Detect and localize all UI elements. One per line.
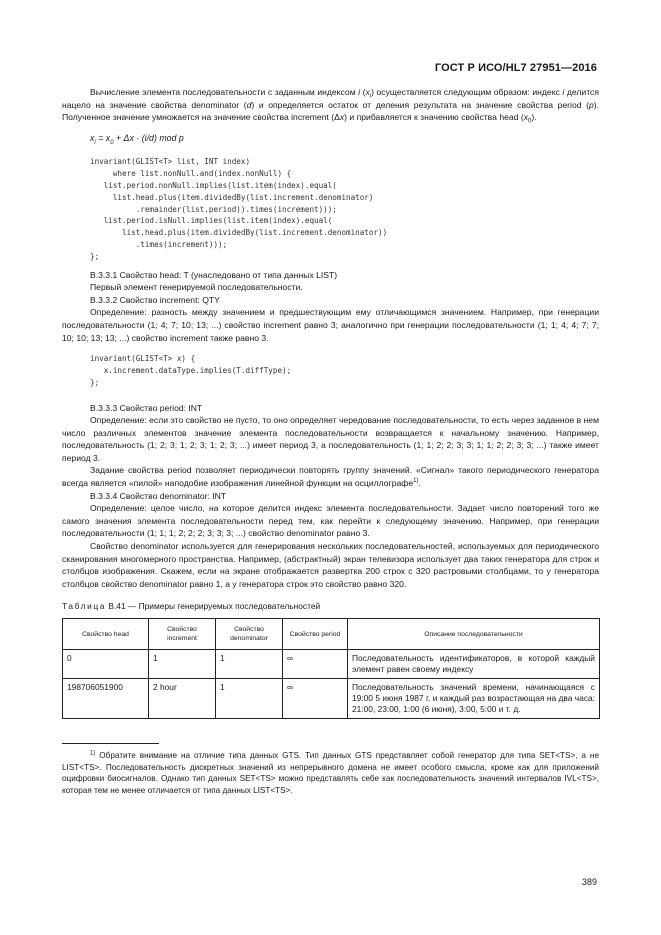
table-header-row bbox=[63, 619, 600, 650]
sequences-table bbox=[62, 618, 600, 719]
table-cell: 1 bbox=[216, 650, 283, 679]
section-b333-title: В.3.3.3 Свойство period: INT bbox=[90, 402, 203, 413]
table-cell: 0 bbox=[63, 650, 149, 679]
table-cell: 1 bbox=[149, 650, 216, 679]
header-cell: Свойство denominator bbox=[216, 619, 283, 650]
section-b334-title: В.3.3.4 Свойство denominator: INT bbox=[90, 490, 227, 501]
table-cell: Последовательность значений времени, начинающаяся с 19:00 5 июня 1987 г. и каждый раз возрастающая на два часа: 21:00, 23:00, 1:00 (6 июня), 3:00, 5:00 и т. д. bbox=[348, 679, 600, 719]
table-cell: Последовательность идентификаторов, в которой каждый элемент равен своему индексу bbox=[348, 650, 600, 679]
table-cell: 198706051900 bbox=[63, 679, 149, 719]
header-cell: Свойство head bbox=[63, 619, 149, 650]
section-b332-text: Определение: разность между значением и предшествующим ему отличающимся значением. Например, при генерации последовательности (1; 4; 7; 10; 13; ...) свойство increment равно 3; аналогично при генерации последовательности (1; 1; 4; 4; 7; 7; 10; 10; 13; 13; ...) свойство increment также равно 3. bbox=[62, 307, 599, 343]
table-row bbox=[63, 650, 600, 679]
intro-paragraph: Вычисление элемента последовательности с заданным индексом i $(x_i)$ осуществляется следующим образом: индекс i делится нацело на значение свойства denominator (d) и определяется остаток от деления результата на значение свойства period (p). Полученное значение умножается на значение свойства increment (Δx) и прибавляется к значению свойства head $(x_0)$. bbox=[62, 87, 599, 125]
page-body bbox=[62, 86, 599, 796]
header-cell: Описание последовательности bbox=[348, 619, 600, 650]
table-cell: ∞ bbox=[283, 650, 348, 679]
section-b334-text2: Свойство denominator используется для генерирования нескольких последовательностей, используемых для периодического сканирования многомерного пространства. Например, (абстрактный) экран телевизора использует два таких генератора для строк и столбцов изображения. Скажем, если на экране отображается развертка 200 строк с 320 растровыми столбцами, то у генератора столбцов свойство denominator равно 1, а у генератора строк это свойство равно 320. bbox=[62, 541, 599, 589]
standard-header: ГОСТ Р ИСО/HL7 27951—2016 bbox=[434, 62, 597, 74]
table-row bbox=[63, 679, 600, 719]
section-b334-text: Определение: целое число, на которое делится индекс элемента последовательности. Задает число повторений того же самого значения элемента последовательности перед тем, как перейти к следующему значению. Например, при генерации последовательности (1; 1; 1; 2; 2; 2; 3; 3; 3; ...) свойство denominator равно 3. bbox=[62, 503, 599, 539]
section-b333-text: Определение: если это свойство не пусто, то оно определяет чередование последовательности, то есть через заданное в нем число различных элементов значение элемента последовательности возвращается к начальному значению. Например, последовательность (1; 2; 3; 1; 2; 3; 1; 2; 3; ...) имеет период 3, а последовательность (1; 1; 2; 2; 3; 3; 1; 1; 2; 2; 3; 3; ...) также имеет период 3. bbox=[62, 415, 599, 463]
page-number: 389 bbox=[581, 877, 597, 887]
code-block-invariant-increment: invariant(GLIST<T> x) { x.increment.dataType.implies(T.diffType); }; bbox=[90, 354, 292, 387]
section-b331-text: Первый элемент генерируемой последовательности. bbox=[90, 282, 303, 293]
table-caption: Таблица В.41 — Примеры генерируемых последовательностей bbox=[62, 601, 321, 612]
footnote: $^{1)}$ Обратите внимание на отличие типа данных GTS. Тип данных GTS представляет собой генератор для типа SET<TS>, а не LIST<TS>. Последовательность дискретных значений из непрерывного домена не имеет особого смысла, кроме как для приложений оцифровки биосигналов. Однако тип данных SET<TS> можно представлять себе как последовательность значений интервалов IVL<TS>, которая тем не менее отличается от типа данных LIST<TS>. bbox=[62, 750, 599, 795]
section-b331-title: В.3.3.1 Свойство head: T (унаследовано от типа данных LIST) bbox=[90, 269, 338, 280]
code-block-invariant-item: invariant(GLIST<T> list, INT index) where list.nonNull.and(index.nonNull) { list.period.nonNull.implies(list.item(index).equal( list.head.plus(item.dividedBy(list.increment.denominator) .remainder(list.period)).times(increment))); list.period.isNull.implies(list.item(index).equal( list.head.plus(item.dividedBy(list.increment.denominator)) .times(increment))); }; bbox=[90, 157, 388, 261]
formula: $x_i = x_0 + \Delta x \cdot (i/d)$ mod p bbox=[90, 132, 184, 146]
header-cell: Свойство period bbox=[283, 619, 348, 650]
table-cell: 1 bbox=[216, 679, 283, 719]
section-b332-title: В.3.3.2 Свойство increment: QTY bbox=[90, 294, 220, 305]
footnote-ref: 1) bbox=[413, 478, 419, 485]
section-b333-text2: Задание свойства period позволяет периодически повторять группу значений. «Сигнал» такого периодического генератора всегда является «пилой» наподобие изображения линейной функции на осциллографе$^{1)}$. bbox=[62, 465, 599, 489]
header-cell: Свойство increment bbox=[149, 619, 216, 650]
table-cell: 2 hour bbox=[149, 679, 216, 719]
footnote-divider bbox=[62, 743, 159, 744]
table-cell: ∞ bbox=[283, 679, 348, 719]
